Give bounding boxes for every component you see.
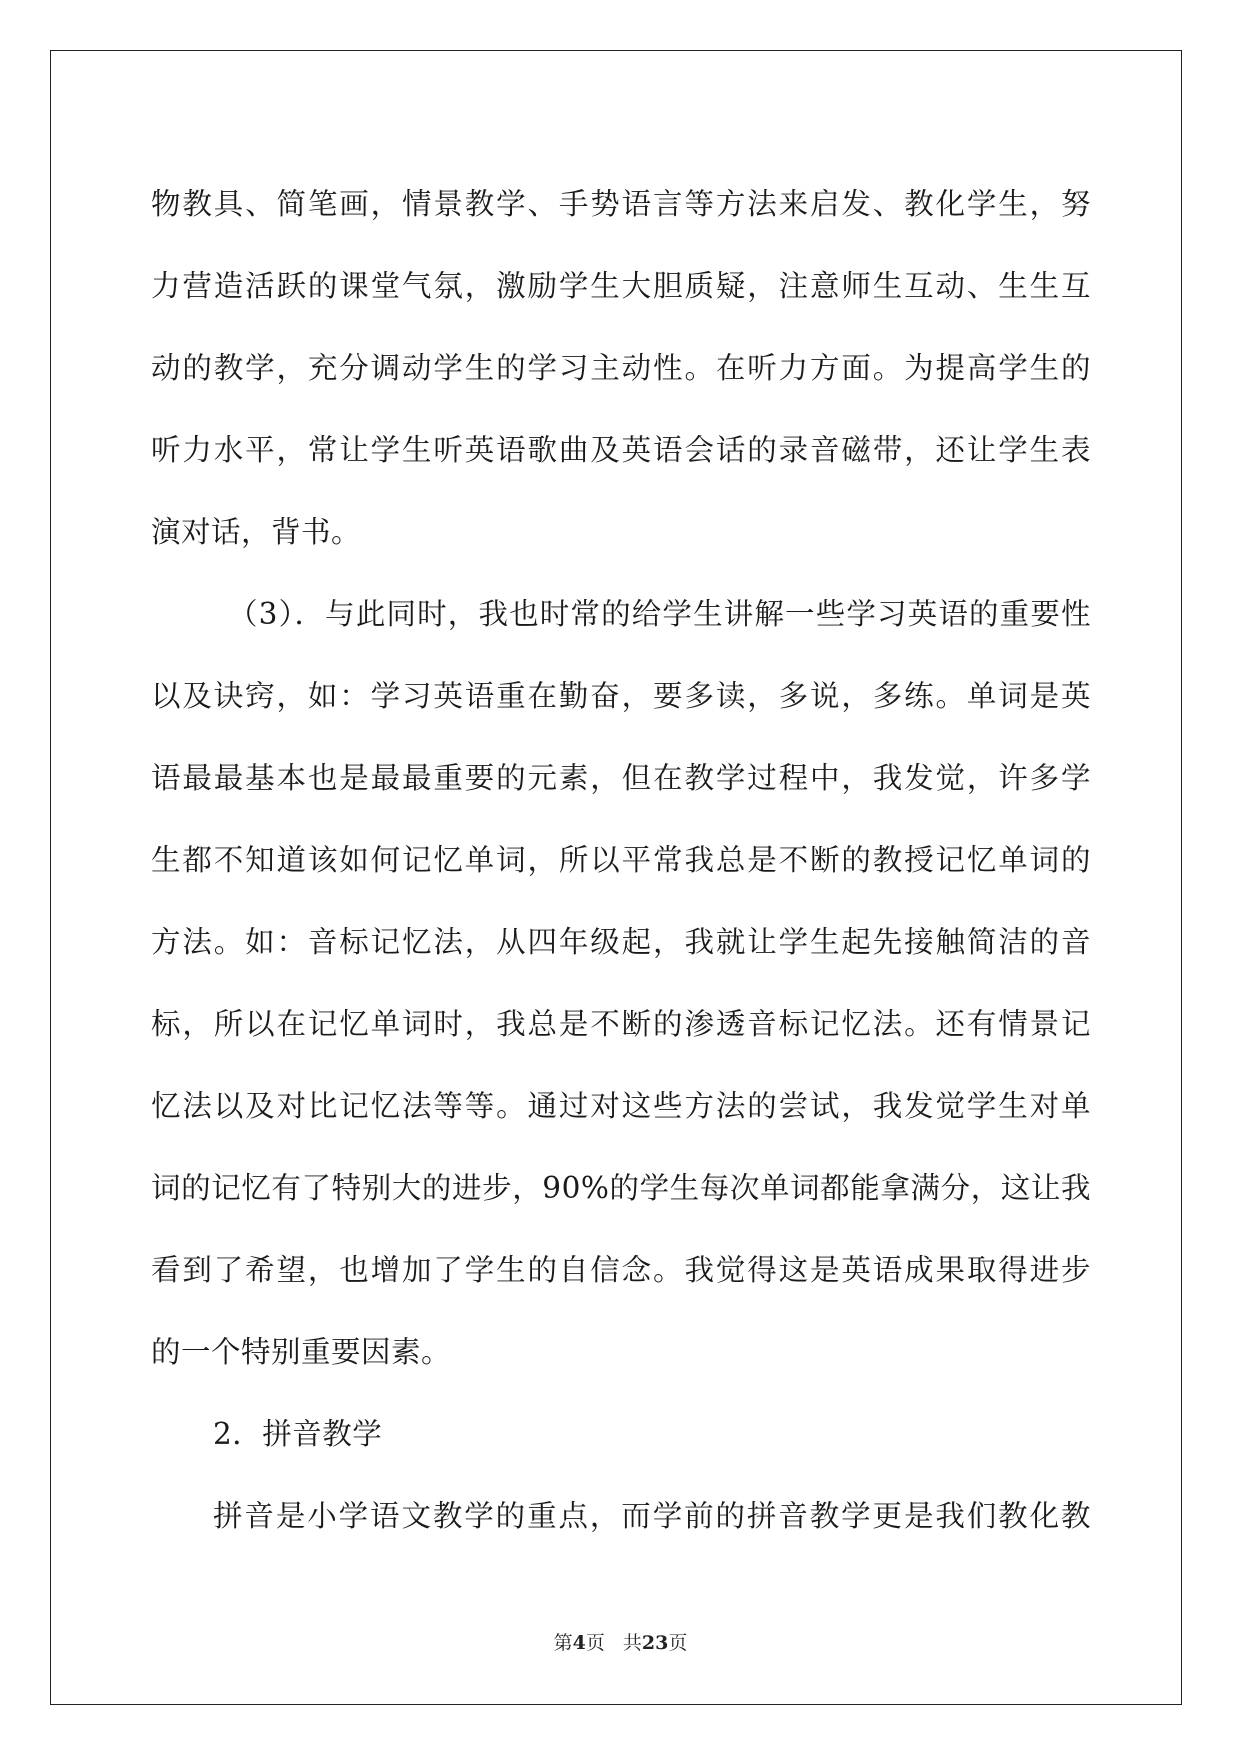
text-line: 力营造活跃的课堂气氛，激励学生大胆质疑，注意师生互动、生生互 <box>151 269 1091 303</box>
footer-page-number: 4 <box>572 1632 586 1654</box>
text-line: 物教具、简笔画，情景教学、手势语言等方法来启发、教化学生，努 <box>151 187 1091 221</box>
text-line: 生都不知道该如何记忆单词，所以平常我总是不断的教授记忆单词的 <box>151 843 1091 877</box>
text-line: 方法。如：音标记忆法，从四年级起，我就让学生起先接触简洁的音 <box>151 925 1091 959</box>
footer-prefix: 第 <box>553 1632 573 1654</box>
footer-page-suffix: 页 <box>585 1632 605 1654</box>
text-line: 语最最基本也是最最重要的元素，但在教学过程中，我发觉，许多学 <box>151 761 1091 795</box>
text-line: （3）．与此同时，我也时常的给学生讲解一些学习英语的重要性 <box>228 597 1091 631</box>
footer-total-suffix: 页 <box>668 1632 688 1654</box>
section-heading: 2．拼音教学 <box>213 1417 383 1451</box>
text-line: 看到了希望，也增加了学生的自信念。我觉得这是英语成果取得进步 <box>151 1253 1091 1287</box>
text-line: 的一个特别重要因素。 <box>151 1335 452 1369</box>
text-line: 演对话，背书。 <box>151 515 362 549</box>
page-footer <box>0 1628 1241 1655</box>
footer-total-pages: 23 <box>641 1632 669 1654</box>
text-line: 听力水平，常让学生听英语歌曲及英语会话的录音磁带，还让学生表 <box>151 433 1091 467</box>
text-line: 标，所以在记忆单词时，我总是不断的渗透音标记忆法。还有情景记 <box>151 1007 1091 1041</box>
text-line: 忆法以及对比记忆法等等。通过对这些方法的尝试，我发觉学生对单 <box>151 1089 1091 1123</box>
footer-total-prefix: 共 <box>622 1632 642 1654</box>
text-line: 拼音是小学语文教学的重点，而学前的拼音教学更是我们教化教 <box>213 1499 1091 1533</box>
document-body <box>151 163 1091 1557</box>
text-line: 动的教学，充分调动学生的学习主动性。在听力方面。为提高学生的 <box>151 351 1091 385</box>
text-line: 词的记忆有了特别大的进步，90%的学生每次单词都能拿满分，这让我 <box>151 1171 1091 1205</box>
text-line: 以及诀窍，如：学习英语重在勤奋，要多读，多说，多练。单词是英 <box>151 679 1091 713</box>
